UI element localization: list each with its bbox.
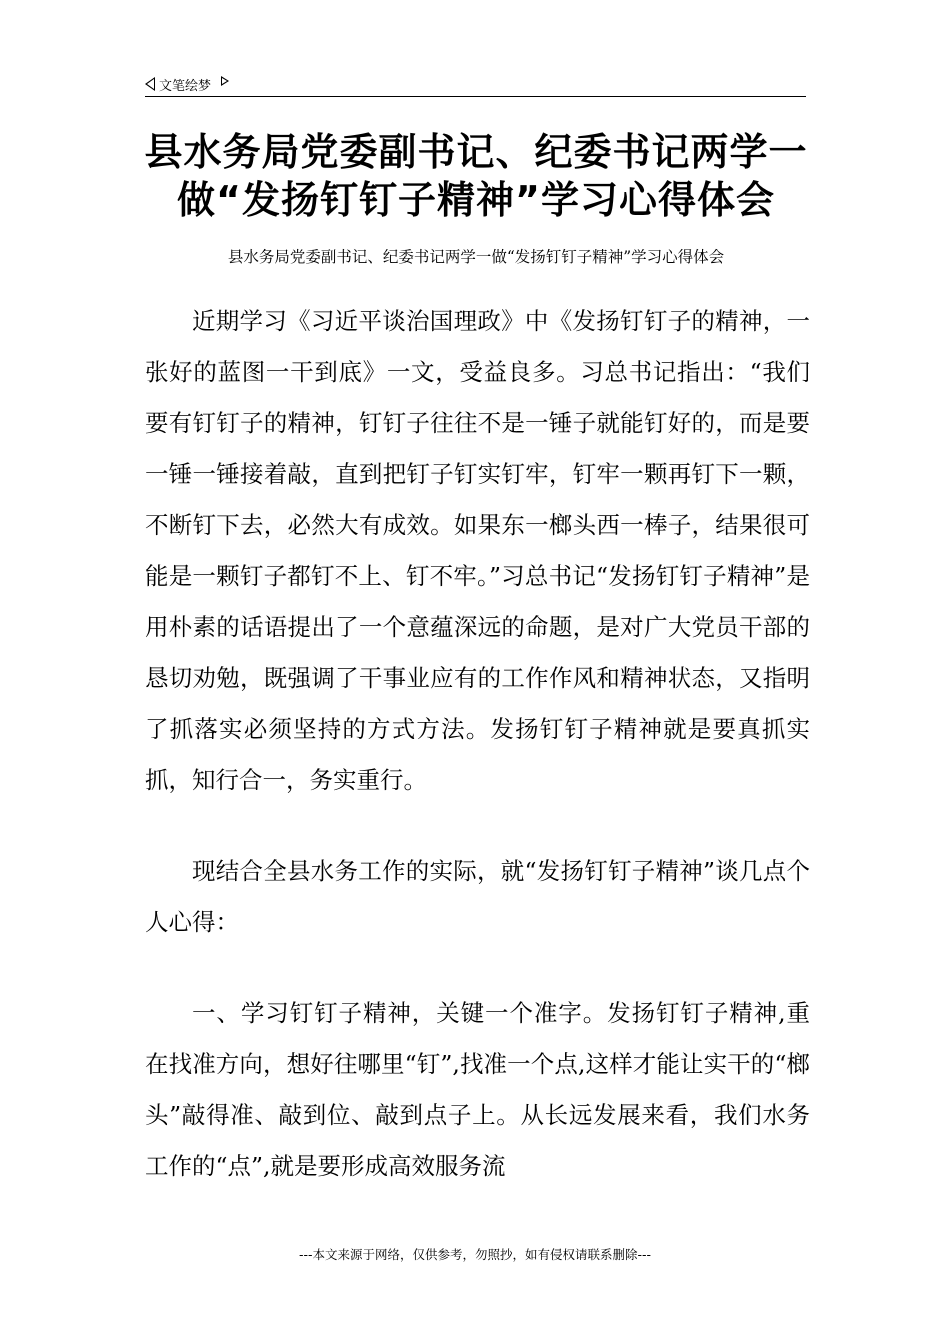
document-body <box>145 296 810 1192</box>
document-title: 县水务局党委副书记、纪委书记两学一做“发扬钉钉子精神”学习心得体会 <box>144 130 808 222</box>
paragraph-1: 近期学习《习近平谈治国理政》中《发扬钉钉子的精神，一张好的蓝图一干到底》一文，受益良多。习总书记指出：“我们要有钉钉子的精神，钉钉子往往不是一锤子就能钉好的，而是要一锤一锤接着敲，直到把钉子钉实钉牢，钉牢一颗再钉下一颗，不断钉下去，必然大有成效。如果东一榔头西一棒子，结果很可能是一颗钉子都钉不上、钉不牢。”习总书记“发扬钉钉子精神”是用朴素的话语提出了一个意蕴深远的命题，是对广大党员干部的恳切劝勉，既强调了干事业应有的工作作风和精神状态，又指明了抓落实必须坚持的方式方法。发扬钉钉子精神就是要真抓实抓，知行合一，务实重行。 <box>145 307 810 794</box>
document-subtitle: 县水务局党委副书记、纪委书记两学一做“发扬钉钉子精神”学习心得体会 <box>227 248 725 266</box>
footer-disclaimer: ---本文来源于网络，仅供参考，勿照抄，如有侵权请联系删除--- <box>298 1247 652 1262</box>
triangle-left-icon <box>145 77 155 91</box>
header-divider <box>145 96 806 97</box>
paragraph-2: 现结合全县水务工作的实际，就“发扬钉钉子精神”谈几点个人心得： <box>145 857 810 936</box>
triangle-right-icon <box>221 76 229 86</box>
page-header <box>145 74 806 98</box>
header-brand: 文笔绘梦 <box>159 78 212 94</box>
paragraph-3: 一、学习钉钉子精神，关键一个准字。发扬钉钉子精神,重在找准方向，想好往哪里“钉”,找准一个点,这样才能让实干的“榔头”敲得准、敲到位、敲到点子上。从长远发展来看，我们水务工作的“点”,就是要形成高效服务流 <box>145 999 810 1180</box>
